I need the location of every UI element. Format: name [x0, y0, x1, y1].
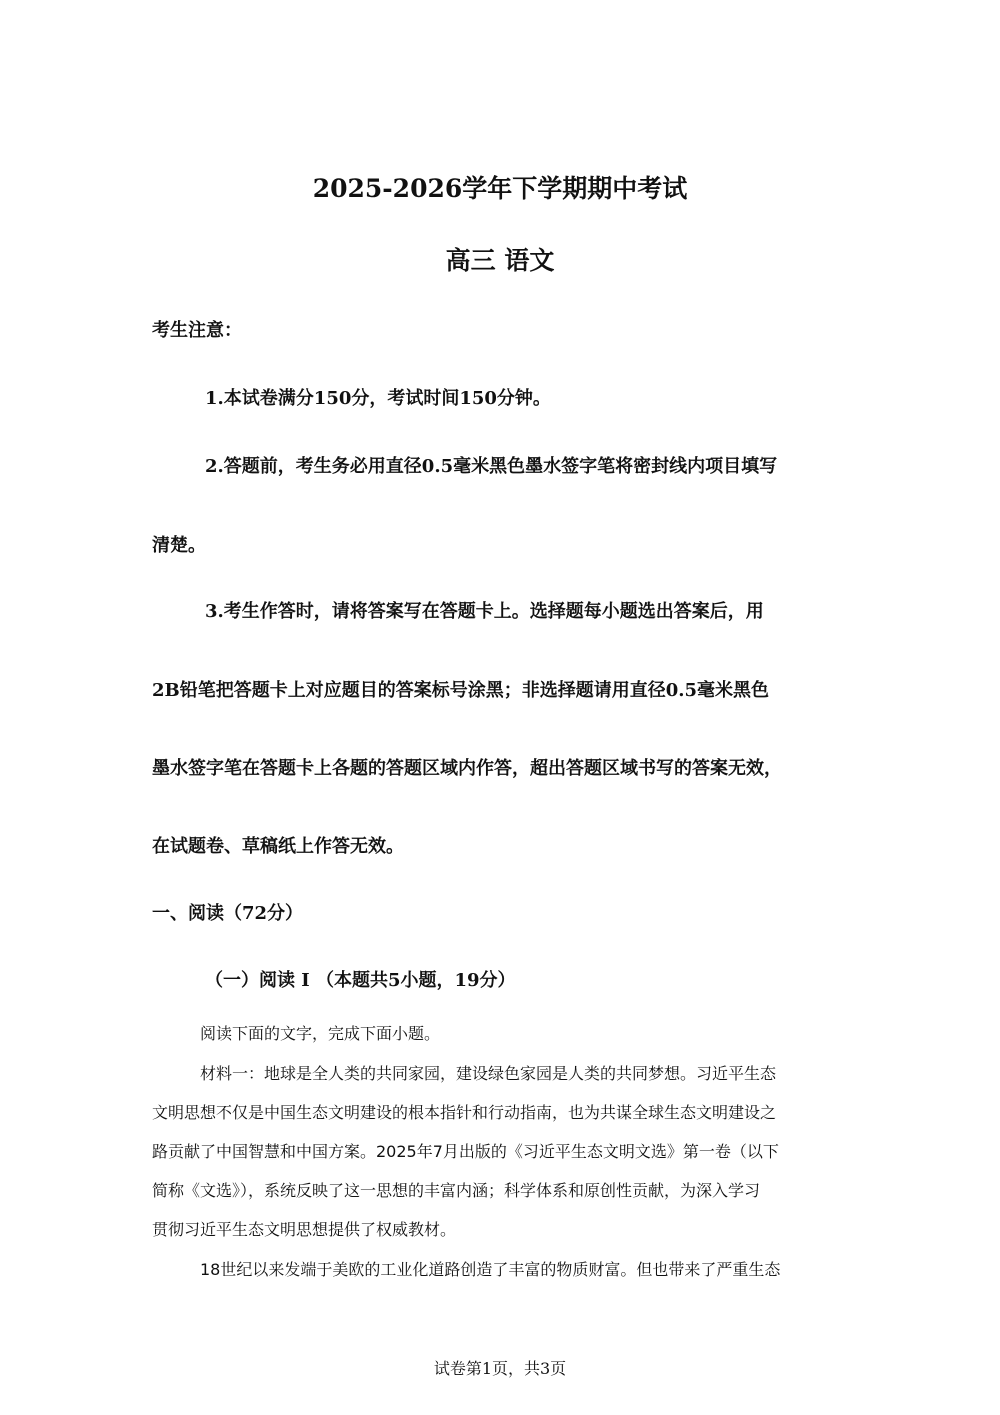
passage-paragraph-line: 文明思想不仅是中国生态文明建设的根本指针和行动指南，也为共谋全球生态文明建设之 [152, 1103, 777, 1122]
passage-paragraph-line: 贯彻习近平生态文明思想提供了权威教材。 [152, 1220, 457, 1239]
passage-paragraph-line: 18世纪以来发端于美欧的工业化道路创造了丰富的物质财富。但也带来了严重生态 [200, 1260, 781, 1279]
passage-paragraph-line: 材料一：地球是全人类的共同家园，建设绿色家园是人类的共同梦想。习近平生态 [200, 1064, 777, 1083]
exam-subtitle: 高三 语文 [445, 246, 555, 275]
notice-item-2-line-2: 清楚。 [152, 535, 206, 556]
notice-item-2-line-1: 2.答题前，考生务必用直径0.5毫米黑色墨水签字笔将密封线内项目填写 [205, 456, 778, 477]
passage-paragraph-line: 简称《文选》），系统反映了这一思想的丰富内涵；科学体系和原创性贡献，为深入学习 [152, 1181, 761, 1200]
notice-item-3-line-3: 墨水签字笔在答题卡上各题的答题区域内作答，超出答题区域书写的答案无效， [152, 758, 782, 779]
exam-title: 2025-2026学年下学期期中考试 [312, 174, 688, 203]
passage-paragraph-line: 路贡献了中国智慧和中国方案。2025年7月出版的《习近平生态文明文选》第一卷（以下 [152, 1142, 779, 1161]
notice-item-1: 1.本试卷满分150分，考试时间150分钟。 [205, 388, 551, 409]
notice-heading: 考生注意： [152, 320, 242, 341]
notice-item-3-line-4: 在试题卷、草稿纸上作答无效。 [152, 836, 404, 857]
passage-instruction: 阅读下面的文字，完成下面小题。 [200, 1024, 441, 1043]
page-footer: 试卷第1页，共3页 [433, 1359, 567, 1378]
notice-item-3-line-1: 3.考生作答时，请将答案写在答题卡上。选择题每小题选出答案后，用 [205, 601, 764, 622]
section-sub-heading: （一）阅读 I （本题共5小题，19分） [205, 970, 516, 991]
section-heading: 一、阅读（72分） [152, 903, 304, 924]
notice-item-3-line-2: 2B铅笔把答题卡上对应题目的答案标号涂黑；非选择题请用直径0.5毫米黑色 [152, 680, 770, 701]
